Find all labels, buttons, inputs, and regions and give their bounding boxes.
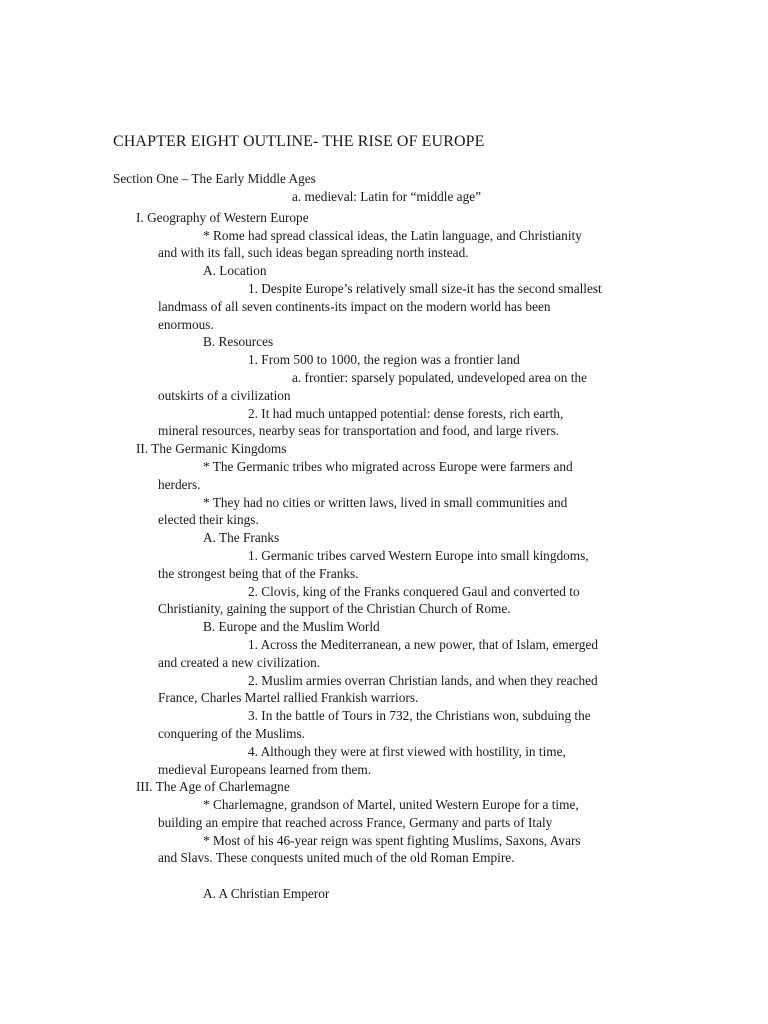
subheading-line: B. Europe and the Muslim World <box>203 619 380 635</box>
continuation-line: outskirts of a civilization <box>158 387 291 403</box>
numbered-line: 2. Clovis, king of the Franks conquered Gaul and converted to <box>248 583 580 599</box>
continuation-line: medieval Europeans learned from them. <box>158 761 372 777</box>
subheading-line: A. The Franks <box>203 530 280 546</box>
document-title: CHAPTER EIGHT OUTLINE- THE RISE OF EUROPE <box>113 133 485 150</box>
numbered-line: 3. In the battle of Tours in 732, the Christians won, subduing the <box>248 708 591 724</box>
continuation-line: landmass of all seven continents-its impact on the modern world has been <box>158 298 551 314</box>
bullet-line: * Rome had spread classical ideas, the Latin language, and Christianity <box>203 227 582 243</box>
continuation-line: elected their kings. <box>158 512 259 528</box>
subheading-line: B. Resources <box>203 334 274 350</box>
continuation-line: enormous. <box>158 316 214 332</box>
numbered-line: 2. Muslim armies overran Christian lands, and when they reached <box>248 672 598 688</box>
continuation-line: Christianity, gaining the support of the Christian Church of Rome. <box>158 601 511 617</box>
definition-line: a. medieval: Latin for “middle age” <box>292 189 482 204</box>
numbered-line: 1. From 500 to 1000, the region was a frontier land <box>248 352 520 368</box>
continuation-line: and created a new civilization. <box>158 654 321 670</box>
section-heading: Section One – The Early Middle Ages <box>113 171 316 186</box>
numbered-line: 1. Despite Europe’s relatively small size-it has the second smallest <box>248 280 602 296</box>
continuation-line: building an empire that reached across France, Germany and parts of Italy <box>158 814 553 830</box>
continuation-line: France, Charles Martel rallied Frankish warriors. <box>158 690 419 706</box>
numbered-line: 1. Across the Mediterranean, a new power, that of Islam, emerged <box>248 636 598 652</box>
bullet-line: * Most of his 46-year reign was spent fighting Muslims, Saxons, Avars <box>203 832 581 848</box>
outline-heading: II. The Germanic Kingdoms <box>136 441 287 457</box>
numbered-line: 1. Germanic tribes carved Western Europe into small kingdoms, <box>248 547 589 563</box>
numbered-line: 4. Although they were at first viewed with hostility, in time, <box>248 743 566 759</box>
subheading-line: A. A Christian Emperor <box>203 886 330 902</box>
bullet-line: * The Germanic tribes who migrated across Europe were farmers and <box>203 458 573 474</box>
continuation-line: and with its fall, such ideas began spreading north instead. <box>158 245 469 261</box>
continuation-line: the strongest being that of the Franks. <box>158 565 359 581</box>
numbered-line: 2. It had much untapped potential: dense forests, rich earth, <box>248 405 564 421</box>
continuation-line: mineral resources, nearby seas for transportation and food, and large rivers. <box>158 423 560 439</box>
outline-heading: III. The Age of Charlemagne <box>136 779 290 795</box>
outline-heading: I. Geography of Western Europe <box>136 209 309 225</box>
definition-line: a. frontier: sparsely populated, undeveloped area on the <box>292 369 588 385</box>
bullet-line: * Charlemagne, grandson of Martel, united Western Europe for a time, <box>203 797 579 813</box>
bullet-line: * They had no cities or written laws, lived in small communities and <box>203 494 568 510</box>
continuation-line: conquering of the Muslims. <box>158 725 305 741</box>
continuation-line: and Slavs. These conquests united much of the old Roman Empire. <box>158 850 515 866</box>
outline-body <box>136 188 648 903</box>
subheading-line: A. Location <box>203 263 267 279</box>
continuation-line: herders. <box>158 476 201 492</box>
